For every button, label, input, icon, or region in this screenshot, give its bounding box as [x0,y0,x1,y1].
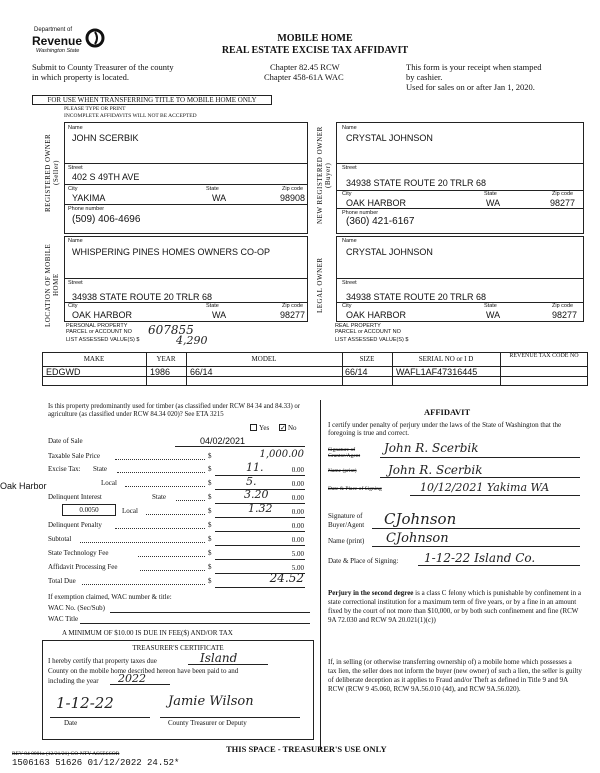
buyer-signature: CJohnson [384,510,457,528]
td-size: 66/14 [345,367,368,377]
seller-state: WA [212,193,227,203]
buyer-side-label: NEW REGISTERED OWNER (Buyer) [316,126,332,224]
buyer-name-hw: CJohnson [386,531,449,546]
seller-zip-label: Zip code [282,186,304,192]
submit-line-1: Submit to County Treasurer of the county [32,62,174,72]
receipt-stamp: 1506163 51626 01/12/2022 24.52* [12,758,180,768]
dollar-5: $ [208,507,212,515]
form-id: REV 84 0001a (12/21/21) CO-NTY ASSESSOR [12,751,120,757]
treasurer-use-only: THIS SPACE - TREASURER'S USE ONLY [226,744,387,754]
form-title-2: REAL ESTATE EXCISE TAX AFFIDAVIT [221,45,409,56]
revenue-logo [30,25,108,61]
excise-state-value: 0.00 [291,466,304,474]
delinquent-local-label: Local [122,507,138,515]
assessed-left-value: 4,290 [176,334,208,347]
logo-dept: Department of [34,27,73,33]
treasurer-signature: Jamie Wilson [168,694,254,709]
legal-city-label: City [342,303,352,309]
delinquent-state-hw: 3.20 [244,488,269,501]
legal-side-label: LEGAL OWNER [316,257,324,313]
grantor-date-label: Date & Place of Signing [328,486,382,492]
timber-yes-checkbox[interactable] [250,424,257,431]
delinquent-penalty-value: 0.00 [291,522,304,530]
seller-state-label: State [206,186,219,192]
dollar-4: $ [208,493,212,501]
th-make: MAKE [83,355,105,363]
submit-line-2: in which property is located. [32,72,130,82]
assessed-left-label: LIST ASSESSED VALUE(S) $ [66,337,140,343]
logo-state: Washington State [36,48,80,54]
chapter-wac: Chapter 458-61A WAC [264,72,344,82]
buyer-state-label: State [484,191,497,197]
seller-side-label: REGISTERED OWNER (Seller) [44,133,60,213]
parcel-left-value: 607855 [148,323,194,337]
buyer-zip: 98277 [550,198,576,208]
oak-harbor-margin: Oak Harbor [0,481,47,491]
legal-street: 34938 STATE ROUTE 20 TRLR 68 [346,292,487,302]
buyer-zip-label: Zip code [552,191,574,197]
delinquent-state-label: State [152,493,166,501]
legal-city: OAK HARBOR [346,310,407,320]
treasurer-line-1: I hereby certify that property taxes due [48,657,157,665]
legal-name: CRYSTAL JOHNSON [346,247,433,257]
buyer-sig-label-2: Buyer/Agent [328,521,365,529]
location-street: 34938 STATE ROUTE 20 TRLR 68 [72,292,213,302]
treasurer-line-2: County on the mobile home described hereon have been paid to and [48,667,239,675]
grantor-signature: John R. Scerbik [384,441,479,455]
location-zip-label: Zip code [282,303,304,309]
legal-zip: 98277 [552,310,578,320]
legal-state: WA [486,310,501,320]
td-model: 66/14 [190,367,213,377]
legal-name-label: Name [342,238,357,244]
affidavit-fee-value: 5.00 [291,564,304,572]
seller-street-label: Street [68,165,83,171]
delinquent-penalty-label: Delinquent Penalty [48,521,102,529]
buyer-date-label: Date & Place of Signing: [328,557,399,565]
seller-city-label: City [68,186,78,192]
timber-question: Is this property predominantly used for timber (as classified under RCW 84 34 and 84.33) or agriculture (as classified under RCW 84.34 020)? See ETA 3215 [48,403,301,418]
perjury-text: is a class C felony which is punishable by confinement in a state correctional institution for a maximum term of five years, or by a fine in an amount fixed by the court of not more than $10,000, or by both such confinement and fine (RCW 9A 72.030 and RCW 9A 20.021(1)(c)) [328,589,581,624]
type-or-print: PLEASE TYPE OR PRINT [64,106,126,112]
personal-property-label: PERSONAL PROPERTY [66,323,128,329]
local-rate-box: 0.0050 [62,504,116,516]
minimum-notice: A MINIMUM OF $10.00 IS DUE IN FEE($) AND/OR TAX [62,629,233,637]
th-year: YEAR [156,355,176,363]
receipt-line-3: Used for sales on or after Jan 1, 2020. [406,82,535,92]
excise-local-hw: 5. [246,475,257,488]
th-serial: SERIAL NO or I D [418,355,474,363]
tech-fee-label: State Technology Fee [48,549,109,557]
buyer-name-label: Name (print) [328,537,365,545]
date-of-sale: 04/02/2021 [200,436,246,446]
buyer-city: OAK HARBOR [346,198,407,208]
affidavit-fee-label: Affidavit Processing Fee [48,563,118,571]
grantor-sig-label: Signature of Grantor/Agent [328,447,361,459]
location-street-label: Street [68,280,83,286]
treasurer-sig-label: County Treasurer or Deputy [168,719,247,727]
delinquent-interest-label: Delinquent Interest [48,493,102,501]
th-model: MODEL [251,355,277,363]
delinquent-state-value: 0.00 [291,494,304,502]
legal-zip-label: Zip code [552,303,574,309]
td-make: EDGWD [46,367,81,377]
date-of-sale-label: Date of Sale [48,437,83,445]
assessed-right-label: LIST ASSESSED VALUE(S) $ [335,337,409,343]
seller-zip: 98908 [280,193,306,203]
dollar-8: $ [208,549,212,557]
dollar-9: $ [208,563,212,571]
buyer-phone-label: Phone number [342,210,379,216]
th-revenue-code: REVENUE TAX CODE NO [509,353,579,359]
buyer-date-hw: 1-12-22 Island Co. [424,551,536,565]
seller-name: JOHN SCERBIK [72,133,139,143]
treasurer-date-label: Date [64,719,78,727]
dollar-10: $ [208,577,212,585]
form-title-1: MOBILE HOME [277,33,353,44]
wac-title-label: WAC Title [48,615,79,623]
dollar-6: $ [208,521,212,529]
buyer-phone: (360) 421-6167 [346,216,415,227]
buyer-city-label: City [342,191,352,197]
location-name: WHISPERING PINES HOMES OWNERS CO-OP [72,247,271,257]
location-city: OAK HARBOR [72,310,133,320]
timber-no-label: No [288,424,297,432]
location-side-label: LOCATION OF MOBILE HOME [44,243,60,327]
grantor-date-hw: 10/12/2021 Yakima WA [420,481,550,494]
transfer-notice: FOR USE WHEN TRANSFERRING TITLE TO MOBILE HOME ONLY [32,95,272,105]
exemption-label: If exemption claimed, WAC number & title: [48,593,172,601]
treasurer-title: TREASURER'S CERTIFICATE [132,644,224,652]
buyer-street-label: Street [342,165,357,171]
buyer-name: CRYSTAL JOHNSON [346,133,433,143]
buyer-state: WA [486,198,501,208]
seller-name-label: Name [68,125,83,131]
seller-street: 402 S 49TH AVE [72,172,140,182]
parcel-right-label: PARCEL or ACCOUNT NO [335,329,401,335]
lien-notice: If, in selling (or otherwise transferring ownership of) a mobile home which possesses a tax lien, the seller does not inform the buyer (new owner) of such a lien, the seller is guilty of deliberate deception as it applies to Fraud and/or Theft as defined in Title 9 and 9A RCW (RCW 9 45.060, RCW 9A.56.010 (4d), and RCW 9A.56.020). [328,658,582,693]
legal-street-label: Street [342,280,357,286]
taxable-price-label: Taxable Sale Price [48,452,100,460]
real-property-label: REAL PROPERTY [335,323,381,329]
tech-fee-value: 5.00 [291,550,304,558]
location-name-label: Name [68,238,83,244]
buyer-name-label: Name [342,125,357,131]
dollar-7: $ [208,535,212,543]
location-zip: 98277 [280,310,306,320]
timber-yes-label: Yes [259,424,270,432]
perjury-bold: Perjury in the second degree [328,589,414,597]
treasurer-year-hw: 2022 [118,672,146,685]
dollar-2: $ [208,465,212,473]
incomplete-notice: INCOMPLETE AFFIDAVITS WILL NOT BE ACCEPTED [64,113,197,119]
buyer-sig-label-1: Signature of [328,512,363,520]
th-size: SIZE [359,355,375,363]
taxable-price-value: 1,000.00 [259,449,304,460]
seller-phone: (509) 406-4696 [72,214,141,225]
excise-local-value: 0.00 [291,480,304,488]
subtotal-label: Subtotal [48,535,72,543]
wac-no-label: WAC No. (Sec/Sub) [48,604,105,612]
grantor-name-hw: John R. Scerbik [388,463,483,477]
treasurer-date-hw: 1-12-22 [56,694,114,712]
treasurer-county-hw: Island [200,651,238,665]
location-state: WA [212,310,227,320]
treasurer-line-3: including the year [48,677,99,685]
affidavit-certify: I certify under penalty of perjury under the laws of the State of Washington that the foregoing is true and correct. [328,421,562,437]
dollar-1: $ [208,452,212,460]
excise-label: Excise Tax: [48,465,81,473]
dollar-3: $ [208,479,212,487]
parcel-left-label: PARCEL or ACCOUNT NO [66,329,132,335]
chapter-rcw: Chapter 82.45 RCW [270,62,340,72]
excise-local-label: Local [101,479,117,487]
affidavit-title: AFFIDAVIT [424,407,471,417]
receipt-line-1: This form is your receipt when stamped [406,62,542,72]
total-due-label: Total Due [48,577,76,585]
timber-no-checkbox[interactable]: ✓ [280,424,286,432]
excise-state-label: State [93,465,107,473]
delinquent-local-hw: 1.32 [248,502,273,515]
td-year: 1986 [150,367,171,377]
legal-state-label: State [484,303,497,309]
receipt-line-2: by cashier. [406,72,443,82]
logo-swirl-icon [85,27,105,49]
delinquent-local-value: 0.00 [291,508,304,516]
seller-city: YAKIMA [72,193,106,203]
excise-state-hw: 11. [246,461,264,474]
seller-phone-label: Phone number [68,206,105,212]
buyer-street: 34938 STATE ROUTE 20 TRLR 68 [346,178,487,188]
location-state-label: State [206,303,219,309]
perjury-notice [328,589,582,625]
logo-revenue: Revenue [32,34,83,48]
subtotal-value: 0.00 [291,536,304,544]
td-serial: WAFL1AF47316445 [396,367,478,377]
total-due-value: 24.52 [269,571,304,585]
location-city-label: City [68,303,78,309]
grantor-name-label: Name (print) [328,468,357,474]
